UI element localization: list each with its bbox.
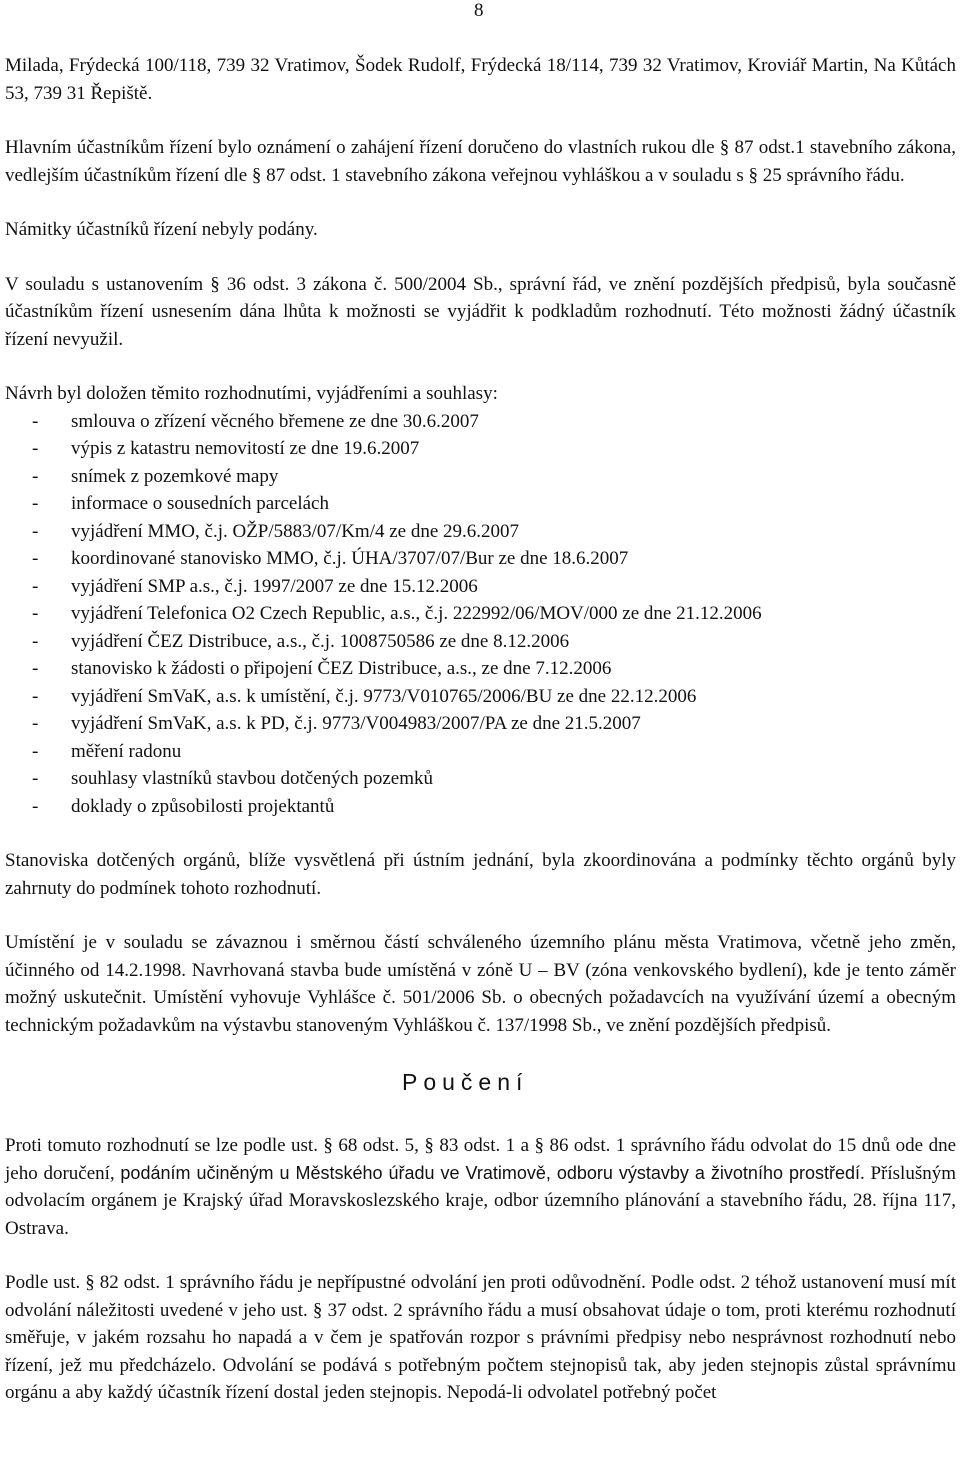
list-item: - souhlasy vlastníků stavbou dotčených pozemků <box>5 765 956 793</box>
list-item: - snímek z pozemkové mapy <box>5 463 956 491</box>
section-heading-pouceni: Poučení <box>402 1069 529 1095</box>
appeal-text-start: Proti tomuto rozhodnutí se lze podle ust. § 68 odst. 5, § 83 odst. 1 a § 86 odst. 1 správního řádu odvolat do 15 dnů ode dne jeho doručení, <box>5 1135 956 1184</box>
documents-list <box>5 408 956 821</box>
paragraph-right-to-comment: V souladu s ustanovením § 36 odst. 3 zákona č. 500/2004 Sb., správní řád, ve znění pozdějších předpisů, byla současně účastníkům řízení usnesením dána lhůta k možnosti se vyjádřit k podkladům rozhodnutí. Této možnosti žádný účastník řízení nevyužil. <box>5 273 956 350</box>
list-item: - stanovisko k žádosti o připojení ČEZ Distribuce, a.s., ze dne 7.12.2006 <box>5 655 956 683</box>
list-item: - vyjádření SmVaK, a.s. k PD, č.j. 9773/V004983/2007/PA ze dne 21.5.2007 <box>5 710 956 738</box>
list-item: - vyjádření SMP a.s., č.j. 1997/2007 ze dne 15.12.2006 <box>5 573 956 601</box>
appeal-authority-emphasis: podáním učiněným u Městského úřadu ve Vratimově, odboru výstavby a životního prostředí <box>120 1162 860 1183</box>
paragraph-opinions: Stanoviska dotčených orgánů, blíže vysvětlená při ústním jednání, byla zkoordinována a podmínky těchto orgánů byly zahrnuty do podmínek tohoto rozhodnutí. <box>5 850 956 899</box>
list-item: - vyjádření ČEZ Distribuce, a.s., č.j. 1008750586 ze dne 8.12.2006 <box>5 628 956 656</box>
list-item: - vyjádření Telefonica O2 Czech Republic, a.s., č.j. 222992/06/MOV/000 ze dne 21.12.2006 <box>5 600 956 628</box>
list-item: - informace o sousedních parcelách <box>5 490 956 518</box>
list-item: - vyjádření SmVaK, a.s. k umístění, č.j. 9773/V010765/2006/BU ze dne 22.12.2006 <box>5 683 956 711</box>
page-number: 8 <box>474 0 484 21</box>
paragraph-addresses: Milada, Frýdecká 100/118, 739 32 Vratimov, Šodek Rudolf, Frýdecká 18/114, 739 32 Vratimov, Kroviář Martin, Na Kůtách 53, 739 31 Řepiště. <box>5 55 956 104</box>
documents-intro: Návrh byl doložen těmito rozhodnutími, vyjádřeními a souhlasy: <box>5 383 498 404</box>
list-item: - doklady o způsobilosti projektantů <box>5 793 956 821</box>
document-body <box>5 52 956 1434</box>
paragraph-objections: Námitky účastníků řízení nebyly podány. <box>5 219 318 240</box>
list-item: - koordinované stanovisko MMO, č.j. ÚHA/3707/07/Bur ze dne 18.6.2007 <box>5 545 956 573</box>
paragraph-zoning: Umístění je v souladu se závaznou i směrnou částí schváleného územního plánu města Vratimova, včetně jeho změn, účinného od 14.2.1998. Navrhovaná stavba bude umístěná v zóně U – BV (zóna venkovského bydlení), kde je tento záměr možný uskutečnit. Umístění vyhovuje Vyhlášce č. 501/2006 Sb. o obecných požadavcích na využívání území a obecným technickým požadavkům na výstavbu stanoveným Vyhláškou č. 137/1998 Sb., ve znění pozdějších předpisů. <box>5 932 956 1036</box>
paragraph-notification: Hlavním účastníkům řízení bylo oznámení o zahájení řízení doručeno do vlastních rukou dle § 87 odst.1 stavebního zákona, vedlejším účastníkům řízení dle § 87 odst. 1 stavebního zákona veřejnou vyhláškou a v souladu s § 25 správního řádu. <box>5 137 956 186</box>
paragraph-appeal <box>5 1132 956 1242</box>
list-item: - výpis z katastru nemovitostí ze dne 19.6.2007 <box>5 435 956 463</box>
list-item: - měření radonu <box>5 738 956 766</box>
paragraph-appeal-requirements: Podle ust. § 82 odst. 1 správního řádu je nepřípustné odvolání jen proti odůvodnění. Podle odst. 2 téhož ustanovení musí mít odvolání náležitosti uvedené v jeho ust. § 37 odst. 2 správního řádu a musí obsahovat údaje o tom, proti kterému rozhodnutí směřuje, v jakém rozsahu ho napadá a v čem je spatřován rozpor s právními předpisy nebo nesprávnost rozhodnutí nebo řízení, jež mu předcházelo. Odvolání se podává s potřebným počtem stejnopisů tak, aby jeden stejnopis zůstal správnímu orgánu a aby každý účastník řízení dostal jeden stejnopis. Nepodá-li odvolatel potřebný počet <box>5 1272 956 1403</box>
list-item: - vyjádření MMO, č.j. OŽP/5883/07/Km/4 ze dne 29.6.2007 <box>5 518 956 546</box>
list-item: - smlouva o zřízení věcného břemene ze dne 30.6.2007 <box>5 408 956 436</box>
appeal-text-end: . Příslušným odvolacím orgánem je Krajský úřad Moravskoslezského kraje, odbor územního plánování a stavebního řádu, 28. října 117, Ostrava. <box>5 1162 957 1239</box>
